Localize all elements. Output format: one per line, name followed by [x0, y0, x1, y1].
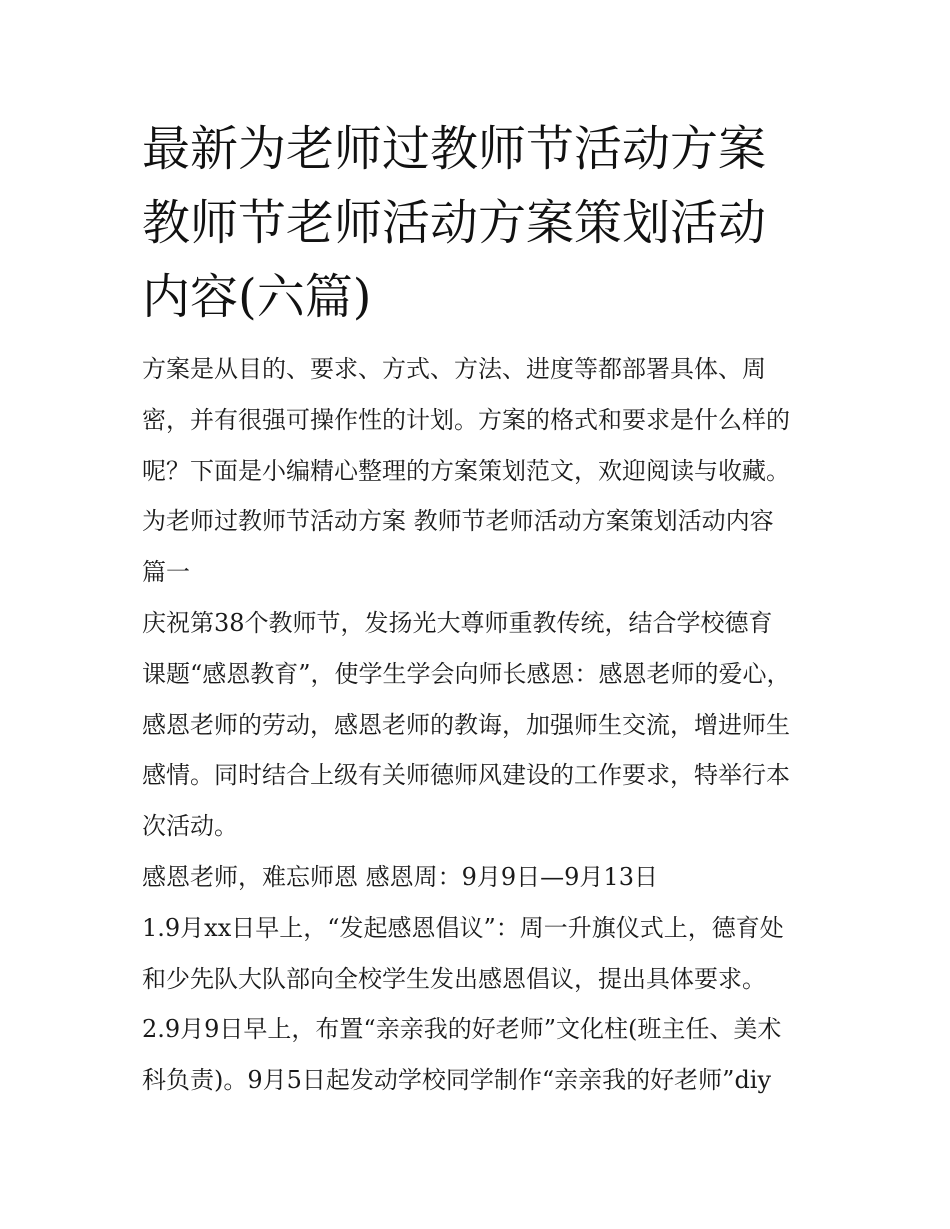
intro-paragraph-line: 呢？下面是小编精心整理的方案策划范文，欢迎阅读与收藏。	[142, 456, 790, 485]
activity-item-line: 科负责)。9月5日起发动学校同学制作“亲亲我的好老师”diy	[142, 1066, 772, 1095]
section-heading-line: 为老师过教师节活动方案 教师节老师活动方案策划活动内容	[142, 507, 774, 536]
activity-item-line: 2.9月9日早上，布置“亲亲我的好老师”文化柱(班主任、美术	[142, 1015, 782, 1044]
purpose-paragraph-line: 感情。同时结合上级有关师德师风建设的工作要求，特举行本	[142, 761, 790, 790]
purpose-paragraph-line: 感恩老师的劳动，感恩老师的教诲，加强师生交流，增进师生	[142, 710, 790, 739]
theme-and-dates-line: 感恩老师，难忘师恩 感恩周：9月9日—9月13日	[142, 862, 658, 891]
title-line: 最新为老师过教师节活动方案	[142, 121, 767, 177]
title-line: 内容(六篇)	[142, 269, 372, 325]
section-heading-line: 篇一	[142, 558, 190, 587]
activity-item-line: 1.9月xx日早上，“发起感恩倡议”：周一升旗仪式上，德育处	[142, 913, 784, 942]
document-body	[142, 344, 822, 1106]
purpose-paragraph-line: 次活动。	[142, 812, 238, 841]
intro-paragraph-line: 方案是从目的、要求、方式、方法、进度等都部署具体、周	[142, 355, 766, 383]
intro-paragraph-line: 密，并有很强可操作性的计划。方案的格式和要求是什么样的	[142, 405, 790, 434]
purpose-paragraph-line: 庆祝第38个教师节，发扬光大尊师重教传统，结合学校德育	[142, 608, 773, 637]
activity-item-line: 和少先队大队部向全校学生发出感恩倡议，提出具体要求。	[142, 964, 766, 993]
document-title	[142, 112, 822, 334]
purpose-paragraph-line: 课题“感恩教育”，使学生学会向师长感恩：感恩老师的爱心，	[142, 659, 791, 688]
title-line: 教师节老师活动方案策划活动	[142, 195, 767, 251]
document-content	[142, 112, 822, 1106]
